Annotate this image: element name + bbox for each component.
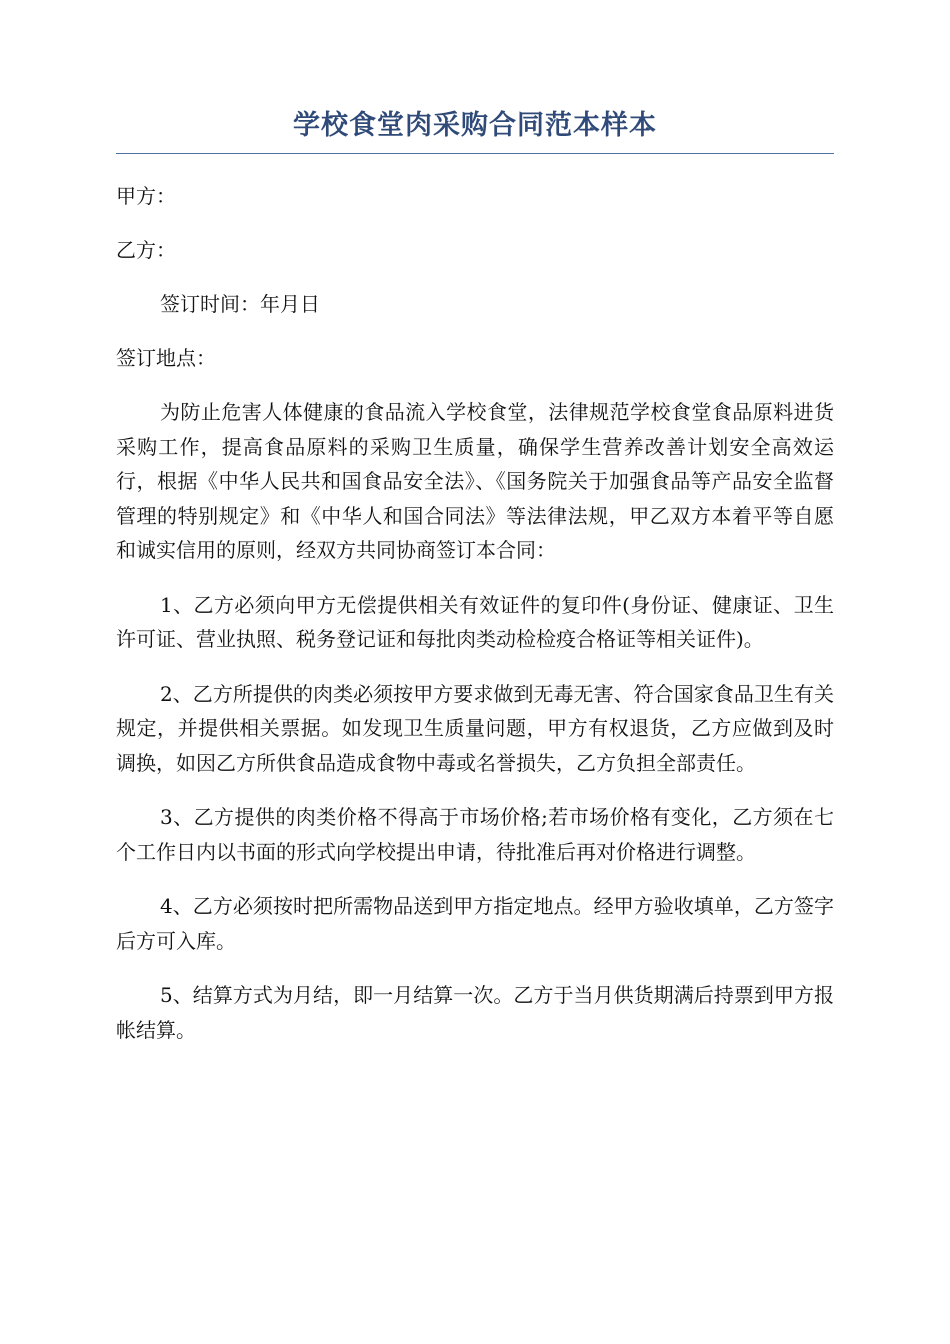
clause-3: 3、乙方提供的肉类价格不得高于市场价格;若市场价格有变化，乙方须在七个工作日内以书面的形式向学校提出申请，待批准后再对价格进行调整。	[116, 805, 834, 864]
party-a-line: 甲方：	[116, 184, 176, 208]
sign-time-line: 签订时间：年月日	[160, 292, 320, 316]
party-b-line: 乙方：	[116, 238, 176, 262]
preamble-paragraph: 为防止危害人体健康的食品流入学校食堂，法律规范学校食堂食品原料进货采购工作，提高食品原料的采购卫生质量，确保学生营养改善计划安全高效运行，根据《中华人民共和国食品安全法》、《国务院关于加强食品等产品安全监督管理的特别规定》和《中华人和国合同法》等法律法规，甲乙双方本着平等自愿和诚实信用的原则，经双方共同协商签订本合同：	[116, 400, 834, 562]
sign-place-line: 签订地点：	[116, 346, 216, 370]
clause-4: 4、乙方必须按时把所需物品送到甲方指定地点。经甲方验收填单，乙方签字后方可入库。	[116, 894, 834, 953]
clause-5: 5、结算方式为月结，即一月结算一次。乙方于当月供货期满后持票到甲方报帐结算。	[116, 983, 834, 1042]
clause-1: 1、乙方必须向甲方无偿提供相关有效证件的复印件(身份证、健康证、卫生许可证、营业执照、税务登记证和每批肉类动检检疫合格证等相关证件)。	[116, 592, 834, 651]
title-underline	[116, 153, 834, 154]
document-title: 学校食堂肉采购合同范本样本	[293, 110, 657, 141]
clause-2: 2、乙方所提供的肉类必须按甲方要求做到无毒无害、符合国家食品卫生有关规定，并提供相关票据。如发现卫生质量问题，甲方有权退货，乙方应做到及时调换，如因乙方所供食品造成食物中毒或名誉损失，乙方负担全部责任。	[116, 681, 834, 775]
contract-page	[116, 106, 834, 1047]
